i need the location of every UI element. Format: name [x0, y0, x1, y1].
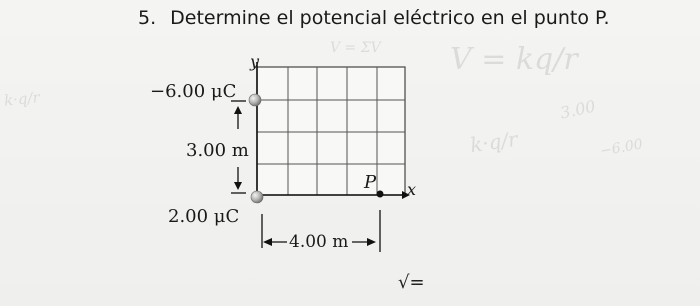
formula-icon[interactable]: √= [398, 272, 425, 293]
arrowhead-right [367, 238, 376, 246]
ghost-mark: V = ΣV [330, 40, 381, 56]
ghost-mark: k·q/r [468, 126, 520, 158]
question-text: Determine el potencial eléctrico en el punto P. [170, 7, 610, 29]
point-p-marker [377, 191, 384, 198]
charge-top-sphere [249, 94, 261, 106]
charge-bottom-label: 2.00 μC [168, 206, 240, 227]
y-axis-label: y [250, 52, 260, 71]
charge-top-label: −6.00 μC [150, 81, 237, 102]
charge-bottom-sphere [251, 191, 263, 203]
ghost-mark: V = kq/r [450, 42, 578, 77]
grid-frame [257, 67, 405, 195]
ghost-mark: 3.00 [558, 96, 598, 123]
arrowhead-up [234, 106, 242, 114]
point-p-label: P [364, 172, 377, 193]
question-number: 5. [138, 7, 157, 29]
arrowhead-down [234, 182, 242, 190]
ghost-mark: k·q/r [3, 88, 41, 110]
horizontal-distance-label: 4.00 m [289, 232, 349, 252]
vertical-distance-label: 3.00 m [186, 140, 249, 161]
ghost-mark: −6.00 [598, 136, 644, 160]
x-axis-label: x [407, 180, 417, 199]
grid [257, 67, 405, 195]
arrowhead-left [263, 238, 272, 246]
